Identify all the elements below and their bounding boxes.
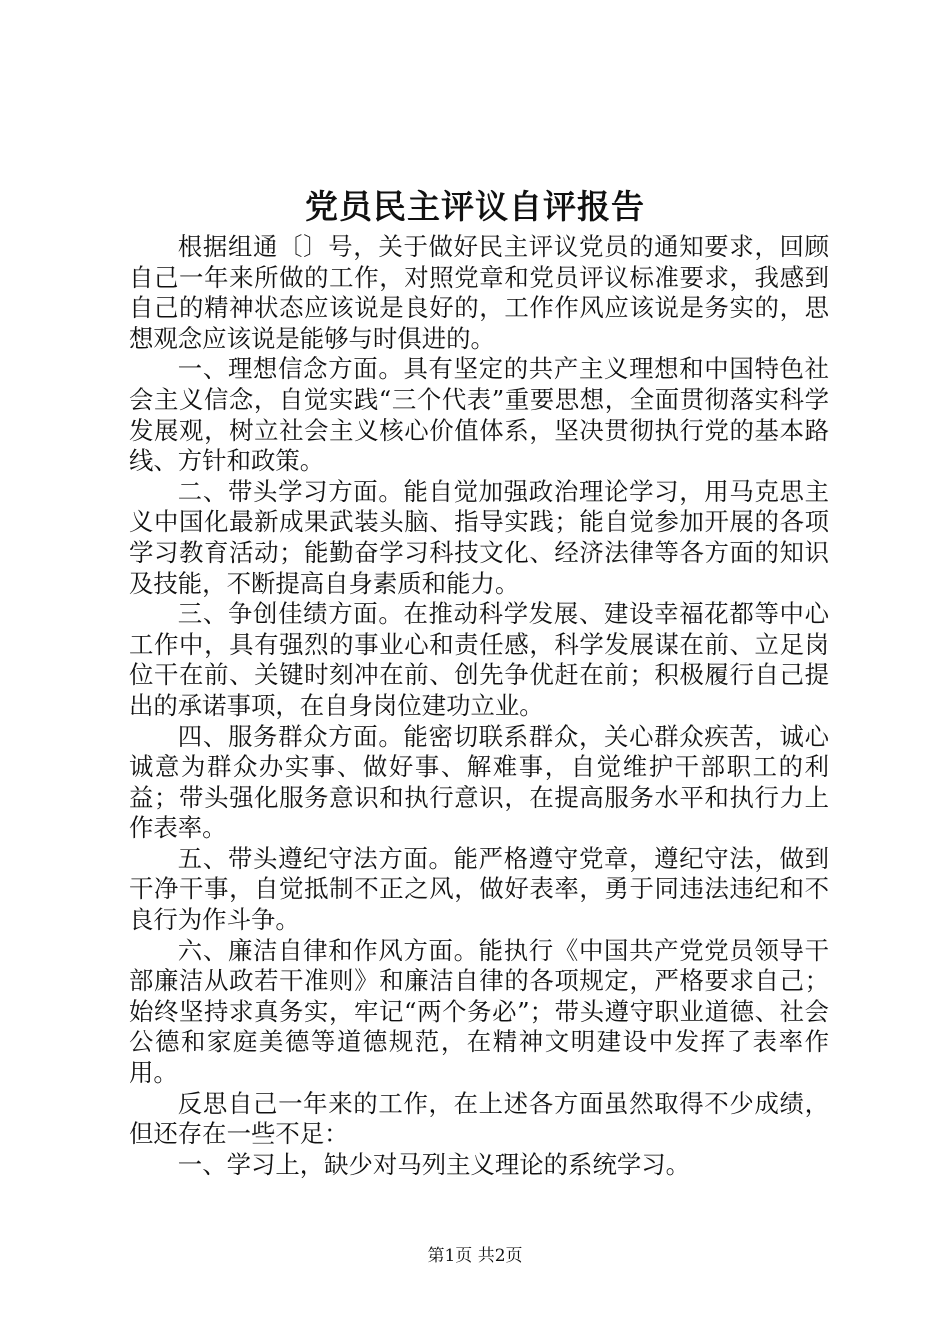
paragraph-reflection: 反思自己一年来的工作，在上述各方面虽然取得不少成绩，但还存在一些不足：	[129, 1088, 829, 1149]
document-title: 党员民主评议自评报告	[305, 187, 645, 226]
paragraph-study: 二、带头学习方面。能自觉加强政治理论学习，用马克思主义中国化最新成果武装头脑、指导实践；能自觉参加开展的各项学习教育活动；能勤奋学习科技文化、经济法律等各方面的知识及技能，不断提高自身素质和能力。	[129, 476, 829, 598]
paragraph-service: 四、服务群众方面。能密切联系群众，关心群众疾苦，诚心诚意为群众办实事、做好事、解难事，自觉维护干部职工的利益；带头强化服务意识和执行意识，在提高服务水平和执行力上作表率。	[129, 721, 829, 843]
paragraph-integrity: 六、廉洁自律和作风方面。能执行《中国共产党党员领导干部廉洁从政若干准则》和廉洁自律的各项规定，严格要求自己；始终坚持求真务实，牢记“两个务必”；带头遵守职业道德、社会公德和家庭美德等道德规范，在精神文明建设中发挥了表率作用。	[129, 935, 829, 1088]
paragraph-shortcoming-1: 一、学习上，缺少对马列主义理论的系统学习。	[177, 1149, 691, 1179]
paragraph-discipline: 五、带头遵纪守法方面。能严格遵守党章，遵纪守法，做到干净干事，自觉抵制不正之风，做好表率，勇于同违法违纪和不良行为作斗争。	[129, 843, 829, 935]
paragraph-ideals: 一、理想信念方面。具有坚定的共产主义理想和中国特色社会主义信念，自觉实践“三个代表”重要思想，全面贯彻落实科学发展观，树立社会主义核心价值体系，坚决贯彻执行党的基本路线、方针和政策。	[129, 354, 829, 476]
paragraph-achievements: 三、争创佳绩方面。在推动科学发展、建设幸福花都等中心工作中，具有强烈的事业心和责任感，科学发展谋在前、立足岗位干在前、关键时刻冲在前、创先争优赶在前；积极履行自己提出的承诺事项，在自身岗位建功立业。	[129, 599, 829, 720]
document-body	[129, 232, 829, 1180]
page-footer: 第1页 共2页	[427, 1246, 523, 1266]
paragraph-intro: 根据组通〔〕号，关于做好民主评议党员的通知要求，回顾自己一年来所做的工作，对照党章和党员评议标准要求，我感到自己的精神状态应该说是良好的，工作作风应该说是务实的，思想观念应该说是能够与时俱进的。	[129, 232, 829, 353]
